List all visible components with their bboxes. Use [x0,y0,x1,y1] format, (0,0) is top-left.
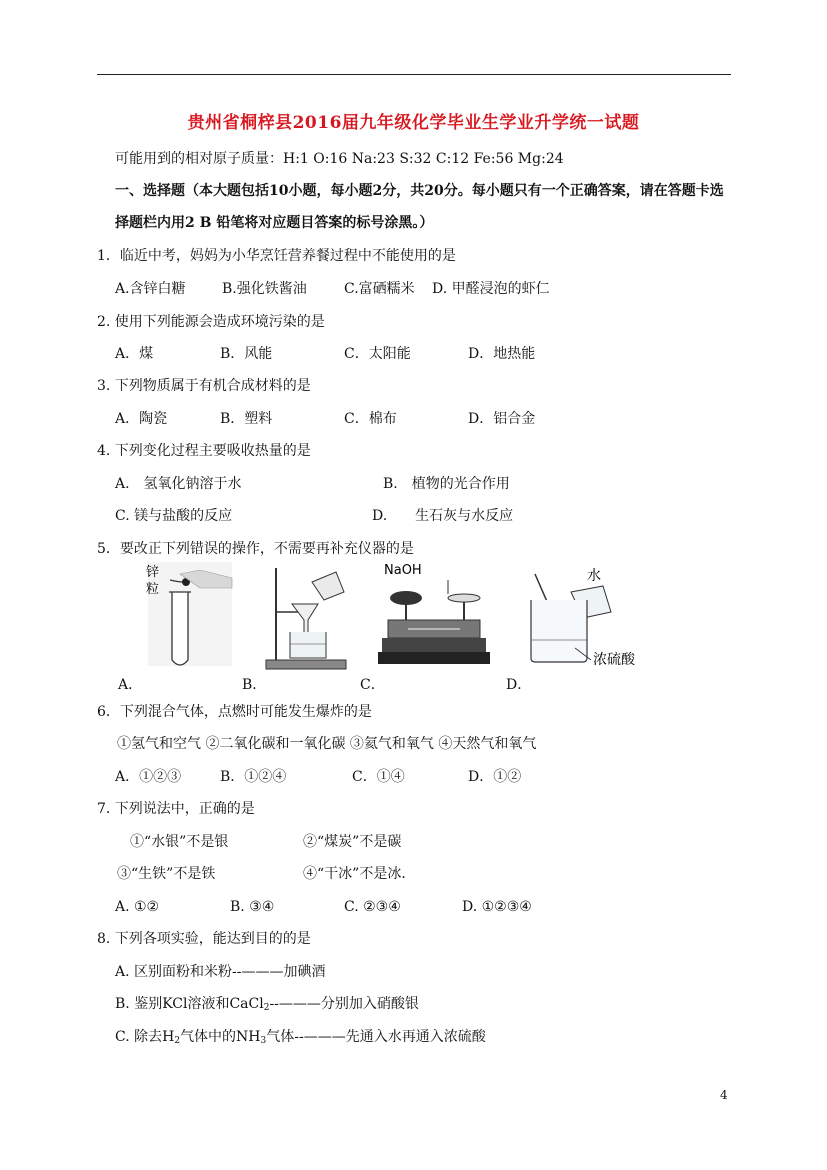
question-7-stem: 7. 下列说法中，正确的是 [97,801,255,817]
question-5-option-c: C． [360,677,385,693]
question-4-option-b: B. 植物的光合作用 [383,476,510,492]
question-1-option-d: D. 甲醛浸泡的虾仁 [432,281,550,297]
figure-a-label-granule: 粒 [146,582,160,597]
question-2-option-c: C．太阳能 [344,346,411,362]
question-7-option-c: C. ②③④ [344,899,401,915]
question-2-option-d: D．地热能 [468,346,536,362]
question-7-option-b: B. ③④ [230,899,275,915]
question-3-option-a: A．陶瓷 [115,411,168,427]
question-2-option-a: A．煤 [115,346,154,362]
question-8-option-b: B. 鉴别KCl溶液和CaCl$_2$--———分别加入硝酸银 [115,996,419,1013]
question-7-option-a: A. ①② [115,899,160,915]
question-3-option-d: D．铝合金 [468,411,536,427]
page-number: 4 [720,1088,728,1102]
figure-d-dilution [525,560,645,675]
section-heading-line1: 一、选择题（本大题包括10小题，每小题2分，共20分。每小题只有一个正确答案，请在答题卡选 [115,183,724,199]
question-3-option-b: B．塑料 [220,411,273,427]
question-5-option-b: B． [242,677,267,693]
question-7-item-2: ②“煤炭”不是碳 [303,834,402,850]
question-3-option-c: C．棉布 [344,411,397,427]
question-6-option-b: B．①②④ [220,769,287,785]
question-8-stem: 8. 下列各项实验，能达到目的的是 [97,931,311,947]
question-1-stem: 1．临近中考，妈妈为小华烹饪营养餐过程中不能使用的是 [97,248,456,264]
figure-c-label-naoh: NaOH [384,563,422,578]
figure-b-filtration [262,560,352,672]
question-4-option-d: D. 生石灰与水反应 [372,508,514,524]
question-4-stem: 4. 下列变化过程主要吸收热量的是 [97,443,311,459]
question-4-option-a: A. 氢氧化钠溶于水 [115,476,242,492]
figure-d-label-acid: 浓硫酸 [593,652,635,668]
question-6-option-a: A．①②③ [115,769,182,785]
question-2-option-b: B．风能 [220,346,273,362]
question-6-option-d: D．①② [468,769,522,785]
figure-c-balance [378,560,490,672]
question-5-stem: 5．要改正下列错误的操作，不需要再补充仪器的是 [97,541,414,557]
question-5-option-a: A． [118,677,143,693]
page-title: 贵州省桐梓县2016届九年级化学毕业生学业升学统一试题 [187,113,640,133]
question-2-stem: 2. 使用下列能源会造成环境污染的是 [97,314,325,330]
question-6-items: ①氢气和空气 ②二氧化碳和一氧化碳 ③氦气和氧气 ④天然气和氧气 [117,736,537,752]
question-7-item-4: ④“干冰”不是冰． [303,866,416,882]
question-6-option-c: C．①④ [352,769,405,785]
question-1-option-c: C.富硒糯米 [344,281,415,297]
figure-d-label-water: 水 [587,568,601,584]
question-8-option-a: A. 区别面粉和米粉--———加碘酒 [115,964,326,980]
atomic-masses: 可能用到的相对原子质量：H:1 O:16 Na:23 S:32 C:12 Fe:56 Mg:24 [115,151,564,167]
question-5-option-d: D． [506,677,532,693]
question-7-item-1: ①“水银”不是银 [130,834,229,850]
question-1-option-b: B.强化铁酱油 [222,281,307,297]
section-heading-line2: 择题栏内用2 B 铅笔将对应题目答案的标号涂黑。） [115,215,434,231]
question-6-stem: 6．下列混合气体，点燃时可能发生爆炸的是 [97,704,372,720]
question-7-item-3: ③“生铁”不是铁 [117,866,216,882]
question-7-option-d: D. ①②③④ [462,899,532,915]
header-rule [97,74,731,75]
figure-a-label-zinc: 锌 [146,565,160,580]
question-8-option-c: C. 除去$H_2$气体中的$NH_3$气体--———先通入水再通入浓硫酸 [115,1029,486,1046]
question-3-stem: 3. 下列物质属于有机合成材料的是 [97,378,311,394]
figure-a-test-tube [140,560,235,670]
question-1-option-a: A.含锌白糖 [115,281,186,297]
question-4-option-c: C. 镁与盐酸的反应 [115,508,233,524]
